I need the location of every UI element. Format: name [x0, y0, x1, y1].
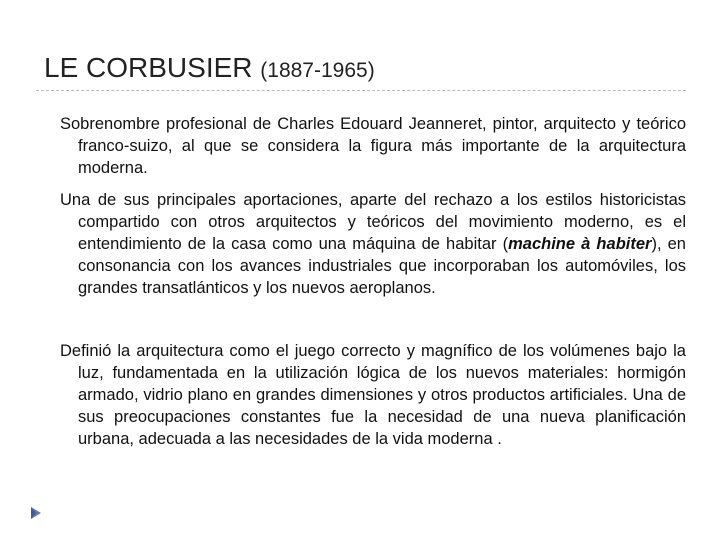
paragraph-architecture-definition: Definió la arquitectura como el juego correcto y magnífico de los volúmenes bajo la luz, fundamentada en la utilización lógica de los nuevos materiales: hormigón armado, vidrio plano en grandes dimensiones y otros productos artificiales. Una de sus preocupaciones constantes fue la necesidad de una nueva planificación urbana, adecuada a las necesidades de la vida moderna .	[60, 342, 686, 448]
slide-title	[44, 52, 375, 84]
title-name: LE CORBUSIER	[44, 52, 253, 83]
paragraph-biography: Sobrenombre profesional de Charles Edouard Jeanneret, pintor, arquitecto y teórico franco-suizo, al que se considera la figura más importante de la arquitectura moderna.	[60, 115, 686, 177]
slide-bullet-icon	[30, 506, 42, 520]
paragraph-contributions-start: Una de sus principales aportaciones, aparte del rechazo a los estilos historicistas compartido con otros arquitectos y teóricos del movimiento moderno, es el entendimiento de la casa como una máquina de habitar (	[60, 191, 686, 253]
title-years: (1887-1965)	[260, 59, 375, 82]
emphasis-machine-a-habiter: machine à habiter	[508, 235, 652, 253]
paragraph-contributions	[60, 189, 686, 299]
title-divider	[36, 90, 686, 91]
paragraph-contributions-end: ), en consonancia con los avances industriales que incorporaban los automóviles, los grandes transatlánticos y los nuevos aeroplanos.	[78, 235, 686, 297]
